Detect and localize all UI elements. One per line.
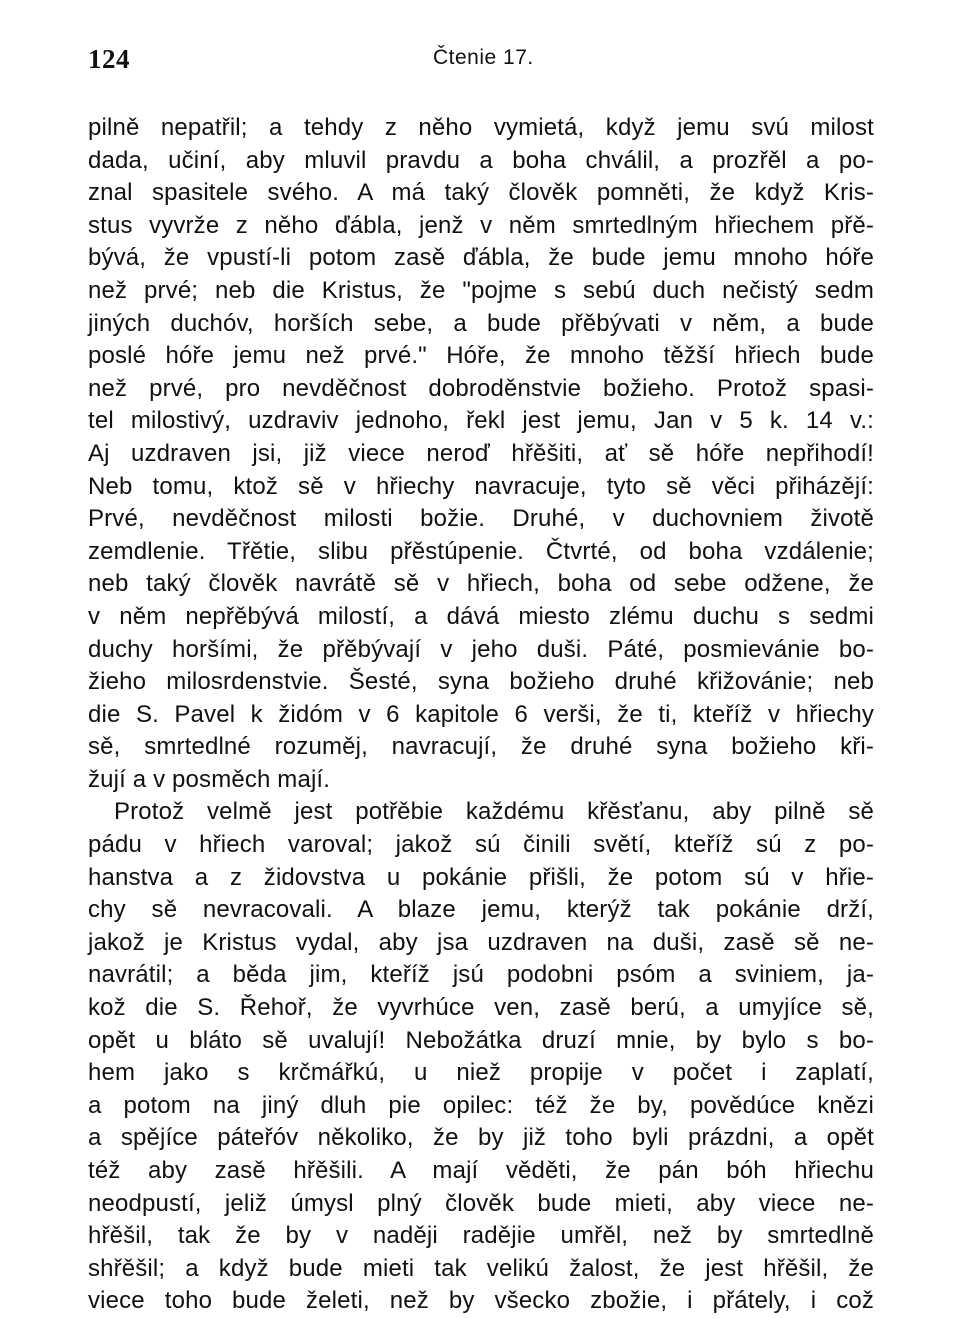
text-line: hřěšil, tak že by v naději radějie umřěl, než by smrtedlně (88, 1222, 874, 1250)
text-line: opět u bláto sě uvalují! Nebožátka druzí mnie, by bylo s bo- (88, 1026, 874, 1054)
text-line: die S. Pavel k židóm v 6 kapitole 6 verši, že ti, kteříž v hřiechy (88, 700, 874, 728)
text-line: pilně nepatřil; a tehdy z něho vymietá, když jemu svú milost (88, 114, 874, 141)
text-line: hem jako s krčmářkú, u niež propije v počet i zaplatí, (88, 1059, 874, 1087)
text-line: sě, smrtedlné rozuměj, navracují, že druhé syna božieho kři- (88, 733, 874, 761)
text-line: kož die S. Řehoř, že vyvrhúce ven, zasě berú, a umyjíce sě, (88, 994, 874, 1022)
text-line: též aby zasě hřěšili. A mají věděti, že pán bóh hřiechu (88, 1157, 874, 1184)
text-line: bývá, že vpustí-li potom zasě ďábla, že bude jemu mnoho hóře (88, 244, 874, 272)
text-line: shřěšil; a když bude mieti tak velikú žalost, že jest hřěšil, že (88, 1254, 874, 1282)
text-line: Neb tomu, ktož sě v hřiechy navracuje, tyto sě věci přiházějí: (88, 472, 874, 500)
text-line: neodpustí, jeliž úmysl plný člověk bude mieti, aby viece ne- (88, 1189, 874, 1217)
page-number: 124 (88, 44, 130, 74)
text-line: neb taký člověk navrátě sě v hřiech, boha od sebe odžene, že (88, 570, 874, 598)
text-line: viece toho bude želeti, než by všecko zbožie, i přátely, i což (88, 1287, 874, 1315)
paragraph-1 (88, 112, 874, 796)
text-line: Protož velmě jest potřěbie každému křěsťanu, aby pilně sě (114, 798, 874, 826)
text-line: duchy horšími, že přěbývají v jeho duši. Páté, posmievánie bo- (88, 635, 874, 663)
text-line: pádu v hřiech varoval; jakož sú činili světí, kteříž sú z po- (88, 831, 874, 859)
chapter-title: Čtenie 17. (433, 46, 534, 69)
text-line: dada, učiní, aby mluvil pravdu a boha chválil, a prozřěl a po- (88, 146, 874, 174)
text-line: a potom na jiný dluh pie opilec: též že by, povědúce knězi (88, 1091, 874, 1119)
text-line: než prvé; neb die Kristus, že "pojme s sebú duch nečistý sedm (88, 276, 874, 304)
body-text (88, 112, 874, 1318)
text-line: v něm nepřěbývá milostí, a dává miesto zlému duchu s sedmi (88, 602, 874, 630)
text-line: navrátil; a běda jim, kteříž jsú podobni psóm a sviniem, ja- (88, 961, 874, 989)
text-line: stus vyvrže z něho ďábla, jenž v něm smrtedlným hřiechem přě- (88, 211, 874, 239)
text-line: jiných duchóv, horších sebe, a bude přěbývati v něm, a bude (88, 309, 874, 337)
text-line: hanstva a z židovstva u pokánie přišli, že potom sú v hřie- (88, 863, 874, 891)
text-line: znal spasitele svého. A má taký člověk pomněti, že když Kris- (88, 179, 874, 207)
text-line: a spějíce páteřóv několiko, že by již toho byli prázdni, a opět (88, 1124, 874, 1152)
text-line: žieho milosrdenstvie. Šesté, syna božieho druhé křižovánie; neb (88, 668, 874, 696)
text-line: žují a v posměch mají. (88, 765, 331, 793)
text-line: chy sě nevracovali. A blaze jemu, kterýž tak pokánie drží, (88, 896, 874, 924)
text-line: poslé hóře jemu než prvé." Hóře, že mnoho těžší hřiech bude (88, 342, 874, 370)
text-line: Aj uzdraven jsi, již viece neroď hřěšiti, ať sě hóře nepřihodí! (88, 439, 874, 467)
text-line: tel milostivý, uzdraviv jednoho, řekl jest jemu, Jan v 5 k. 14 v.: (88, 407, 874, 435)
running-header (88, 44, 878, 76)
paragraph-2 (88, 796, 874, 1318)
text-line: jakož je Kristus vydal, aby jsa uzdraven na duši, zasě sě ne- (88, 928, 874, 956)
text-line: zemdlenie. Třětie, slibu přěstúpenie. Čtvrté, od boha vzdálenie; (88, 537, 874, 565)
text-line: než prvé, pro nevděčnost dobroděnstvie božieho. Protož spasi- (88, 374, 874, 402)
text-line: Prvé, nevděčnost milosti božie. Druhé, v duchovniem životě (88, 505, 874, 533)
